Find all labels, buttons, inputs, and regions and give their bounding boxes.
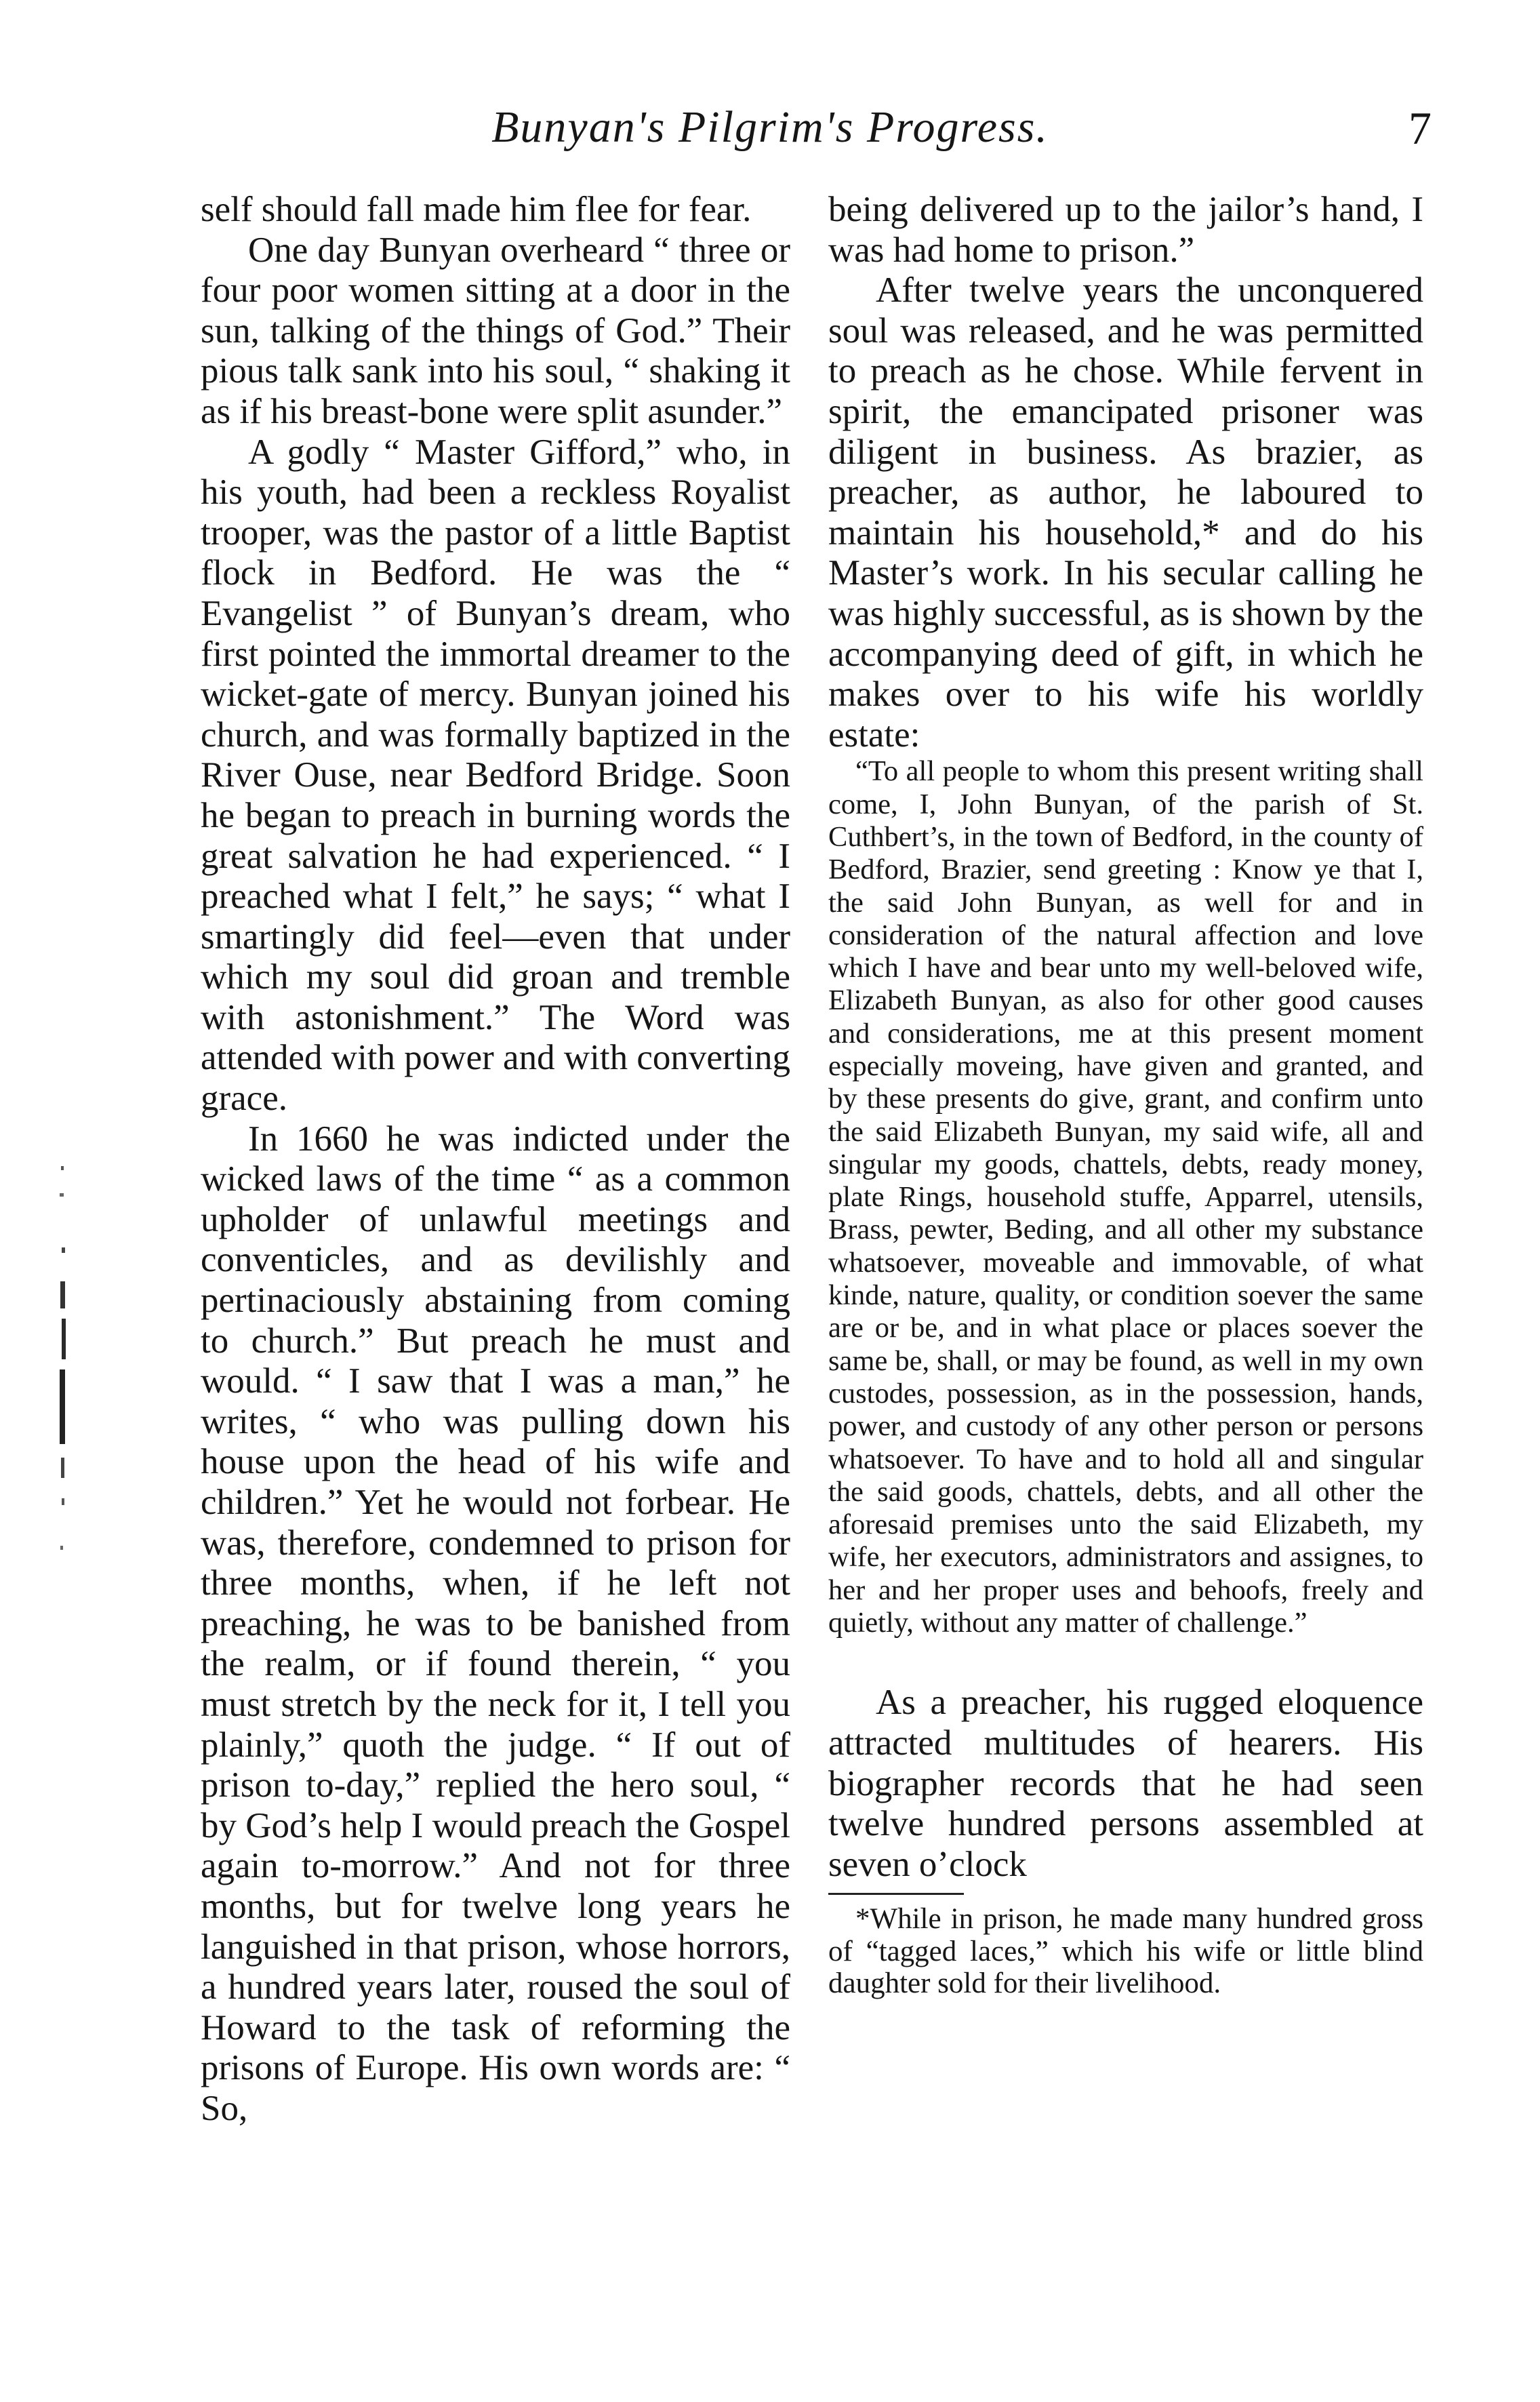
margin-specks xyxy=(53,1166,73,1566)
footnote-rule xyxy=(828,1893,964,1895)
paragraph: self should fall made him flee for fear. xyxy=(201,190,752,229)
paragraph: One day Bunyan overheard “ three or four poor women sitting at a door in the sun, talking of the things of God.” Their pious talk sank into his soul, “ shaking it as if his breast-bone were split asunder.” xyxy=(201,230,790,431)
paragraph: As a preacher, his rugged eloquence attracted multitudes of hearers. His biographer records that he had seen twelve hundred persons assembled at seven o’clock xyxy=(828,1683,1423,1884)
footnote: *While in prison, he made many hundred gross of “tagged laces,” which his wife or little blind daughter sold for their livelihood. xyxy=(828,1903,1423,2000)
paragraph-continuation: being delivered up to the jailor’s hand, I was had home to prison.” xyxy=(828,190,1423,270)
paragraph: A godly “ Master Gifford,” who, in his youth, had been a reckless Royalist trooper, was the pastor of a little Baptist flock in Bedford. He was the “ Evangelist ” of Bunyan’s dream, who first pointed the immortal dreamer to the wicket-gate of mercy. Bunyan joined his church, and was formally baptized in the River Ouse, near Bedford Bridge. Soon he began to preach in burning words the great salvation he had experienced. “ I preached what I felt,” he says; “ what I smartingly did feel—even that under which my soul did groan and tremble with astonishment.” The Word was attended with power and with converting grace. xyxy=(201,432,790,1119)
paragraph: In 1660 he was indicted under the wicked laws of the time “ as a common upholder of unlawful meetings and conventicles, and as devilishly and pertinaciously abstaining from coming to church.” But preach he must and would. “ I saw that I was a man,” he writes, “ who was pulling down his house upon the head of his wife and children.” Yet he would not forbear. He was, therefore, condemned to prison for three months, when, if he left not preaching, he was to be banished from the realm, or if found therein, “ you must stretch by the neck for it, I tell you plainly,” quoth the judge. “ If out of prison to-day,” replied the hero soul, “ by God’s help I would preach the Gospel again to-morrow.” And not for three months, but for twelve long years he languished in that prison, whose horrors, a hundred years later, roused the soul of Howard to the task of reforming the prisons of Europe. His own words are: “ So, xyxy=(201,1119,790,2128)
paragraph: After twelve years the unconquered soul was released, and he was permitted to preach as he chose. While fervent in spirit, the emancipated prisoner was diligent in business. As brazier, as preacher, as author, he laboured to maintain his household,* and do his Master’s work. In his secular calling he was highly successful, as is shown by the accompanying deed of gift, in which he makes over to his wife his worldly estate: xyxy=(828,271,1423,755)
left-column xyxy=(201,190,790,2129)
deed-of-gift-quote: “To all people to whom this present writing shall come, I, John Bunyan, of the parish of St. Cuthbert’s, in the town of Bedford, in the county of Bedford, Brazier, send greeting : Know ye that I, the said John Bunyan, as well for and in consideration of the natural affection and love which I have and bear unto my well-beloved wife, Elizabeth Bunyan, as also for other good causes and considerations, me at this present moment especially moveing, have given and granted, and by these presents do give, grant, and confirm unto the said Elizabeth Bunyan, my said wife, all and singular my goods, chattels, debts, ready money, plate Rings, household stuffe, Apparrel, utensils, Brass, pewter, Beding, and all other my substance whatsoever, moveable and immovable, of what kinde, nature, quality, or condition soever the same are or be, and in what place or places soever the same be, shall, or may be found, as well in my own custodes, possession, as in the possession, hands, power, and custody of any other person or persons whatsoever. To have and to hold all and singular the said goods, chattels, debts, and all other the aforesaid premises unto the said Elizabeth, my wife, her executors, administrators and assignes, to her and her proper uses and behoofs, freely and quietly, without any matter of challenge.” xyxy=(828,755,1423,1639)
right-column xyxy=(828,190,1423,2000)
running-title: Bunyan's Pilgrim's Progress. xyxy=(491,102,1049,152)
page-number: 7 xyxy=(1409,102,1432,154)
